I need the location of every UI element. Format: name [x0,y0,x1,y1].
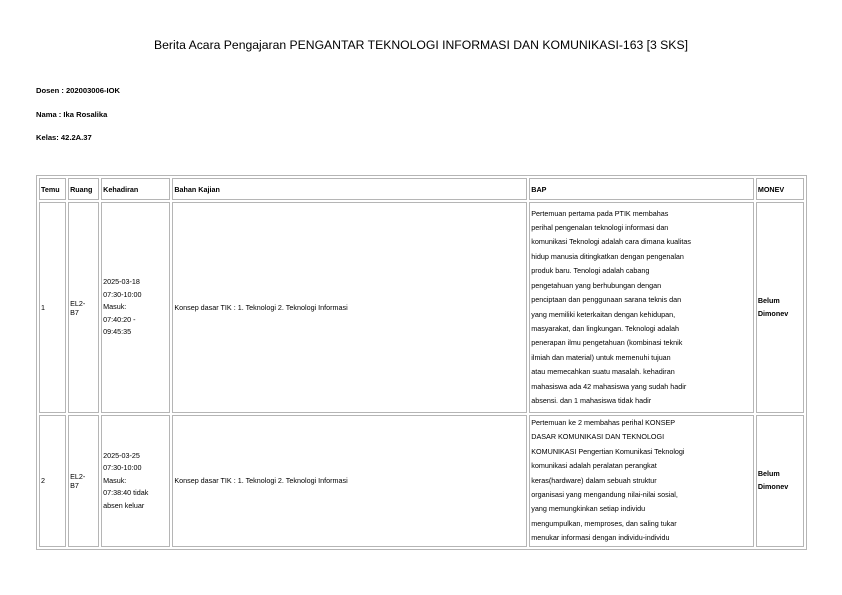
cell-bap [529,202,754,413]
bap-line: DASAR KOMUNIKASI DAN TEKNOLOGI [531,432,665,442]
bap-line: mahasiswa ada 42 mahasiswa yang sudah hadir [531,381,687,391]
table-header-row [39,178,804,200]
cell-temu: 1 [39,202,66,413]
bap-line: penciptaan dan penggunaan sarana teknis dan [531,295,682,305]
ruang-line: B7 [70,307,79,317]
bap-line: yang memungkinkan setiap individu [531,504,646,514]
table-row [39,415,804,547]
bap-line: komunikasi adalah peralatan perangkat [531,461,657,471]
monev-line: Belum [757,469,780,479]
bap-line: produk baru. Tenologi adalah cabang [531,266,650,276]
kehadiran-line: 2025-03-25 [103,450,140,460]
bap-line: KOMUNIKASI Pengertian Komunikasi Teknologi [531,446,685,456]
cell-monev [756,415,804,547]
cell-bahan-kajian: Konsep dasar TIK : 1. Teknologi 2. Teknologi Informasi [172,415,527,547]
bap-line: komunikasi Teknologi adalah cara dimana kualitas [531,237,691,247]
header-ruang: Ruang [68,178,99,200]
kehadiran-line: 2025-03-18 [103,277,140,287]
kehadiran-line: 07:38:40 tidak [103,488,149,498]
bap-line: atau memecahkan suatu masalah. kehadiran [531,367,675,377]
cell-monev [756,202,804,413]
bap-line: Pertemuan pertama pada PTIK membahas [531,208,669,218]
monev-line: Belum [757,296,780,305]
bap-table [36,175,807,550]
bap-line: Pertemuan ke 2 membahas perihal KONSEP [531,418,676,427]
monev-line: Dimonev [757,481,789,491]
ruang-line: EL2- [70,298,86,308]
bap-line: menukar informasi dengan individu-individu [531,533,670,543]
bap-line: ilmiah dan material) untuk memenuhi tujuan [531,352,671,362]
header-bahan-kajian: Bahan Kajian [172,178,527,200]
header-bap: BAP [529,178,754,200]
page-title: Berita Acara Pengajaran PENGANTAR TEKNOLOGI INFORMASI DAN KOMUNIKASI-163 [3 SKS] [154,38,688,52]
nama-label: Nama : Ika Rosalika [36,110,108,119]
bap-line: perihal pengenalan teknologi informasi dan [531,223,669,233]
bap-line: pengetahuan yang berhubungan dengan [531,280,662,290]
bap-line: absensi. dan 1 mahasiswa tidak hadir [531,395,652,405]
cell-bap [529,415,754,547]
cell-kehadiran [101,202,170,413]
kehadiran-line: 09:45:35 [103,327,132,337]
header-monev: MONEV [756,178,804,200]
bap-line: masyarakat, dan lingkungan. Teknologi adalah [531,323,679,333]
dosen-label: Dosen : 202003006-IOK [36,86,120,95]
cell-ruang [68,415,99,547]
table-row [39,202,804,413]
kehadiran-line: 07:40:20 - [103,314,136,324]
kehadiran-line: Masuk: [103,302,127,312]
monev-line: Dimonev [757,308,789,318]
kehadiran-line: Masuk: [103,475,127,485]
bap-line: organisasi yang mengandung nilai-nilai sosial, [531,490,678,500]
header-temu: Temu [39,178,66,200]
kehadiran-line: 07:30-10:00 [103,463,142,473]
cell-temu: 2 [39,415,66,547]
bap-line: yang memiliki keterkaitan dengan kehidupan, [531,309,676,319]
bap-line: mengumpulkan, memproses, dan saling tukar [531,518,677,528]
ruang-line: EL2- [70,471,86,481]
ruang-line: B7 [70,480,79,490]
header-kehadiran: Kehadiran [101,178,170,200]
kehadiran-line: absen keluar [103,500,145,510]
bap-line: keras(hardware) dalam sebuah struktur [531,475,657,485]
cell-bahan-kajian: Konsep dasar TIK : 1. Teknologi 2. Teknologi Informasi [172,202,527,413]
bap-line: penerapan ilmu pengetahuan (kombinasi teknik [531,338,683,348]
cell-ruang [68,202,99,413]
kehadiran-line: 07:30-10:00 [103,289,142,299]
bap-line: hidup manusia ditingkatkan dengan pengenalan [531,251,684,261]
kelas-label: Kelas: 42.2A.37 [36,133,92,142]
cell-kehadiran [101,415,170,547]
